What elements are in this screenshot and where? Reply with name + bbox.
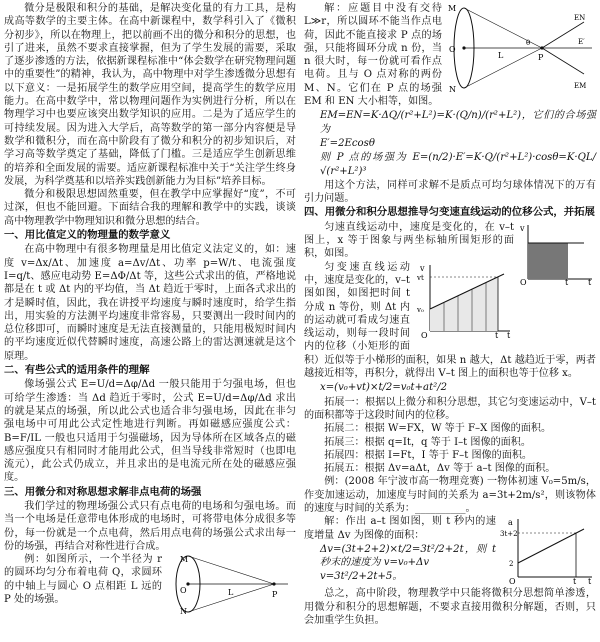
fig-label: t	[495, 330, 499, 339]
fig-label: M	[180, 555, 189, 565]
fig-label: t	[573, 577, 577, 586]
fig-label: v	[520, 223, 525, 233]
fig-label: O	[449, 45, 456, 54]
section-heading-3: 三、用微分和对称思想求解非点电荷的场强	[4, 485, 202, 498]
fig-label: EN	[574, 14, 586, 22]
section-heading-2: 二、有些公式的适用条件的理解	[4, 364, 150, 377]
paragraph-solution-competition: 解：作出 a–t 图如图，则 t 秒内的速度增量 Δv 为图像的面积：	[304, 516, 496, 541]
fig-label: P	[272, 590, 278, 600]
vt-graph-uniform	[518, 221, 596, 285]
paragraph-ratio-definition: 在高中物理中有很多物理量是用比值定义法定义的，如：速度 v=Δx/Δt、加速度 a=Δv/Δt、功率 p=W/t、电流强度 I=q/t、感应电动势 E=ΔΦ/Δt 等，这些公式求出的值，严格地说都是在 t 或 Δt 内的平均值，当 Δt 趋近于零时，上面各式求出的才是瞬时值，因此，我在讲授平均速度与瞬时速度时，给学生指出，用实验的方法测平均速度非常容易，只要测出一段时间内的总位移即可，而瞬时速度是无法直接测量的，只能用极短时间内的平均速度近似代替瞬时速度，高速公路上的雷达测速就是这个原理。	[4, 244, 296, 362]
paragraph-degree: 微分和极限思想固然重要，但在教学中应掌握好“度”，不可过深，但也不能回避。下面结合我的理解和教学中的实践，谈谈高中物理教学中物理知识和微分思想的结合。	[4, 189, 296, 227]
paragraph-nonpoint-charge: 我们学过的物理场强公式只有点电荷的电场和匀强电场。而当一个电场是任意带电体形成的电场时，可将带电体分成很多等份，每一份就是一个点电荷，然后用点电荷的场强公式求出每一份的场强，再结合对称性进行合成。	[4, 500, 296, 552]
paragraph-extension-4: 拓展四：根据 I=Ft，I 等于 F–t 图像的面积。	[324, 449, 533, 461]
formula-field-at-p: 则 P 点的场强为 E=(n/2)·E′=K·Q/(r²+L²)·cosθ=K·QL/√(r²+L²)³	[320, 152, 596, 177]
formula-velocity-increment: Δv=(3t+2+2)×t/2=3t²/2+2t，则 t 秒末的速度为 v=v₀+Δv	[320, 543, 496, 569]
fig-label: O	[520, 277, 527, 285]
fig-label: N	[180, 607, 187, 616]
fig-label: P	[538, 53, 544, 62]
fig-label: N	[449, 85, 456, 94]
fig-label: t	[565, 277, 569, 285]
fig-label: L	[228, 588, 234, 598]
paragraph-extension-3: 拓展三：根据 q=It，q 等于 I–t 图像的面积。	[324, 436, 531, 448]
left-column	[4, 2, 296, 617]
paragraph-extension-2: 拓展二：根据 W=FX，W 等于 F–X 图像的面积。	[324, 423, 552, 435]
formula-displacement: x=(v₀+vt)×t/2=v₀t+at²/2	[320, 382, 447, 394]
paragraph-accelerated-motion: 匀变速直线运动中，速度是变化的，v–t 图如图，如图把时间 t 分成 n 等份，则 Δt 内的运动就可看成匀速直线运动，则每一段时间内的位移（小矩形的面积）近似等于小梯形的面积，如果 n 越大，Δt 越趋近于零，两者越接近相等，再积分，就得出 V–t 图上的面积也等于位移 x。	[304, 261, 596, 380]
formula-combined-field: E′=2Ecosθ	[320, 137, 375, 149]
paragraph-extension-1: 拓展一：根据以上微分和积分思想，其它匀变速运动中，V–t 的面积都等于这段时间内的位移。	[304, 396, 596, 421]
fig-label: a	[508, 518, 513, 528]
fig-label: 2	[509, 560, 514, 569]
fig-label: v	[420, 263, 425, 273]
paragraph-conclusion: 总之，高中阶段，物理教学中只能将微积分思想简单渗透，用微分和积分的思想解题，不要求直接用微积分解题，否则，只会加重学生负担。	[304, 588, 596, 626]
paragraph-example-competition: 例：(2008 年宁波市高一物理竞赛) 一物体初速 V₀=5m/s，作变加速运动，加速度与时间的关系为 a=3t+2m/s²，则该物体的速度与时间的关系为：__________。	[304, 476, 596, 514]
paragraph-intro: 微分是极限和积分的基础，是解决变化量的有力工具，是构成高等数学的主要主体。在高中新课程中，数学科引入了《微积分初步》，所以在物理上，把以前画不出的微分和积分的思想，也引了进来，虽然不要求直接掌握，但为了学生发展的需要，采取了逐步渗透的方法，依据新课程标准中“体会数学在研究物理问题中的重要性”的精神，我认为，高中物理中对学生渗透微分思想有以下意义：一是拓展学生的数学应用空间，提高学生的数学应用能力。在高中数学中，常以物理问题作为实例进行分析，所以在物理学习中也要应该突出数学知识的应用。二是为了适应学生的可持续发展。因为进入大学后，高等数学的第一部分内容便是导数学和微积分，而在高中阶段有了微分和积分的初步知识后，对学习高等数学奠定了基础，降低了门槛。三是适应学生创新思维的培养和全面发展的需要。适应新课程标准中关于“关注学生终身发展，为科学奠基和以培养实践创新能力为目标”培养目标。	[4, 3, 296, 187]
fig-label: O	[180, 586, 187, 596]
fig-label: O	[421, 330, 428, 339]
formula-velocity-result: v=3t²/2+2t+5。	[320, 571, 403, 583]
ring-field-figure	[446, 2, 596, 94]
fig-label: θ	[526, 39, 531, 47]
fig-label: t	[507, 330, 511, 339]
paragraph-uniform-motion: 匀速直线运动中，速度是变化的，在 v–t 图上，x 等于图象与两坐标轴所围矩形的面积，如图。	[304, 221, 514, 260]
right-column	[304, 2, 596, 627]
fig-label: EM	[574, 82, 587, 90]
at-graph	[500, 515, 596, 585]
paragraph-gravitation: 用这个方法，同样可求解不是质点可均匀球体情况下的万有引力问题。	[304, 179, 596, 205]
paragraph-extension-5: 拓展五：根据 Δv=aΔt，Δv 等于 a–t 图像的面积。	[324, 463, 556, 475]
paragraph-solution: 解：应题目中没有交待 L≫r，所以圆环不能当作点电荷，因此不能直接求 P 点的场强，只能将圆环分成 n 份，当 n 很大时，每一份就可看作点电荷。且与 O 点对称的两份 M、N。它们在 P 点的场强 EM 和 EN 大小相等，如图。	[304, 3, 442, 108]
fig-label: t	[588, 277, 592, 285]
fig-label: E′	[578, 38, 585, 46]
ring-figure-small	[166, 553, 296, 615]
paragraph-example-ring: 例：如图所示，一个半径为 r 的圆环均匀分布着电荷 Q，求圆环的中轴上与圆心 O 点相距 L 远的 P 处的场强。	[4, 554, 162, 606]
formula-field-components: EM=EN=K·ΔQ/(r²+L²)=K·(Q/n)/(r²+L²)，它们的合场强为	[320, 110, 596, 135]
fig-label: vt	[417, 273, 424, 282]
fig-label: O	[509, 577, 516, 586]
fig-label: 3t+2	[500, 530, 518, 539]
fig-label: L	[498, 51, 504, 60]
paragraph-formula-conditions: 像场强公式 E=U/d=Δφ/Δd 一般只能用于匀强电场，但也可给学生渗透：当 Δd 趋近于零时，公式 E=U/d=Δφ/Δd 求出的就是某点的场强，所以此公式也适合非匀强电场，因此在非匀强电场中可用此公式定性地进行判断。再如磁感应强度公式：B=F/IL 一般也只适用于匀强磁场，因为导体所在区域各点的磁感应强度只有相同时才能用此公式，但当导线非常短时（也即电流元），此公式仍成立，并且求出的是电流元所在处的磁感应强度。	[4, 379, 296, 484]
section-heading-1: 一、用比值定义的物理量的数学意义	[4, 229, 171, 242]
fig-label: v₀	[417, 305, 424, 314]
section-heading-4: 四、用微分和积分思想推导匀变速直线运动的位移公式，并拓展	[304, 206, 595, 219]
vt-graph-accelerated	[414, 261, 514, 339]
fig-label: t	[588, 577, 592, 586]
fig-label: M	[448, 4, 457, 13]
